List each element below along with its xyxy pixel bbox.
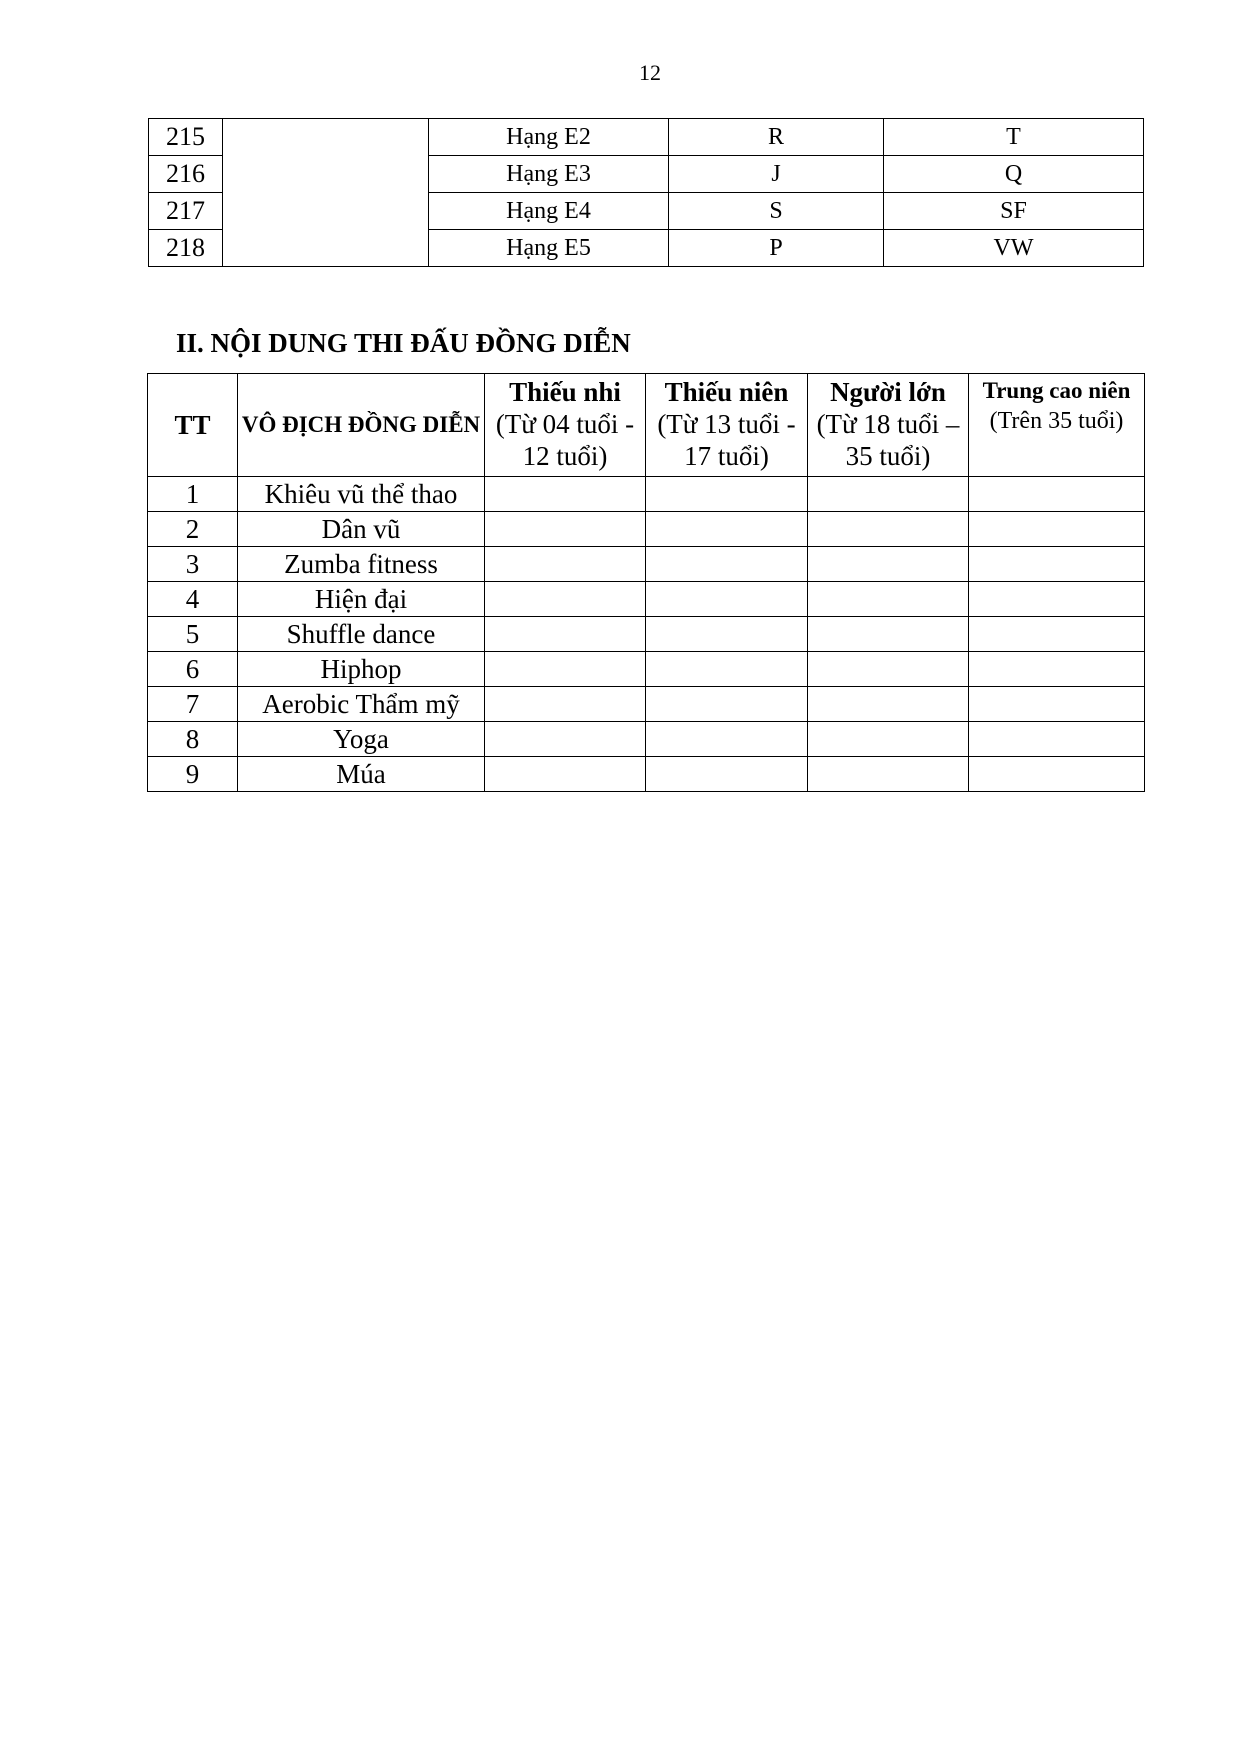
page-number: 12 — [639, 60, 661, 85]
cell-senior — [969, 582, 1145, 617]
cell-kids — [485, 652, 646, 687]
cell-senior — [969, 617, 1145, 652]
cell-adults — [808, 582, 969, 617]
cell-adults — [808, 757, 969, 792]
class-cell: Hạng E4 — [429, 193, 669, 230]
cell-senior — [969, 757, 1145, 792]
header-kids-title: Thiếu nhi — [509, 377, 621, 407]
cell-kids — [485, 722, 646, 757]
row-event: Khiêu vũ thể thao — [238, 477, 485, 512]
synchronized-performance-table-body — [148, 477, 1145, 792]
table-row — [148, 722, 1145, 757]
table-row — [148, 512, 1145, 547]
row-tt: 4 — [148, 582, 238, 617]
group-cell — [223, 119, 429, 267]
class-cell: Hạng E5 — [429, 230, 669, 267]
row-tt: 6 — [148, 652, 238, 687]
row-event: Yoga — [238, 722, 485, 757]
value-a-cell: R — [669, 119, 884, 156]
cell-teens — [646, 477, 808, 512]
cell-senior — [969, 687, 1145, 722]
header-adults-age: (Từ 18 tuổi – 35 tuổi) — [816, 409, 960, 471]
cell-kids — [485, 757, 646, 792]
row-tt: 7 — [148, 687, 238, 722]
cell-adults — [808, 722, 969, 757]
class-table — [148, 118, 1144, 267]
cell-senior — [969, 722, 1145, 757]
cell-kids — [485, 687, 646, 722]
row-number: 217 — [149, 193, 223, 230]
value-a-cell: P — [669, 230, 884, 267]
table-row — [148, 687, 1145, 722]
value-a-cell: S — [669, 193, 884, 230]
header-adults-title: Người lớn — [830, 377, 946, 407]
cell-kids — [485, 512, 646, 547]
class-cell: Hạng E2 — [429, 119, 669, 156]
cell-adults — [808, 617, 969, 652]
cell-teens — [646, 547, 808, 582]
cell-kids — [485, 582, 646, 617]
class-table-body — [149, 119, 1144, 267]
cell-adults — [808, 687, 969, 722]
cell-teens — [646, 757, 808, 792]
cell-kids — [485, 477, 646, 512]
row-event: Múa — [238, 757, 485, 792]
cell-adults — [808, 547, 969, 582]
row-event: Hiphop — [238, 652, 485, 687]
header-senior — [969, 374, 1145, 477]
cell-senior — [969, 547, 1145, 582]
cell-teens — [646, 687, 808, 722]
cell-adults — [808, 652, 969, 687]
cell-teens — [646, 582, 808, 617]
value-b-cell: VW — [884, 230, 1144, 267]
class-cell: Hạng E3 — [429, 156, 669, 193]
cell-teens — [646, 617, 808, 652]
header-kids-age: (Từ 04 tuổi - 12 tuổi) — [495, 409, 635, 471]
header-adults — [808, 374, 969, 477]
table-row — [148, 547, 1145, 582]
header-event: VÔ ĐỊCH ĐỒNG DIỄN — [238, 374, 485, 477]
table-row — [148, 757, 1145, 792]
table-row — [148, 582, 1145, 617]
cell-senior — [969, 477, 1145, 512]
row-event: Zumba fitness — [238, 547, 485, 582]
value-a-cell: J — [669, 156, 884, 193]
value-b-cell: Q — [884, 156, 1144, 193]
cell-kids — [485, 547, 646, 582]
table-row — [148, 652, 1145, 687]
cell-adults — [808, 512, 969, 547]
value-b-cell: T — [884, 119, 1144, 156]
header-teens-age: (Từ 13 tuổi - 17 tuổi) — [657, 409, 796, 471]
table-row — [149, 119, 1144, 156]
header-teens-title: Thiếu niên — [664, 377, 789, 407]
header-teens — [646, 374, 808, 477]
cell-kids — [485, 617, 646, 652]
header-kids — [485, 374, 646, 477]
row-event: Shuffle dance — [238, 617, 485, 652]
synchronized-performance-table — [147, 373, 1145, 792]
header-senior-title: Trung cao niên — [982, 378, 1131, 403]
cell-teens — [646, 512, 808, 547]
cell-senior — [969, 512, 1145, 547]
row-event: Hiện đại — [238, 582, 485, 617]
row-number: 215 — [149, 119, 223, 156]
row-number: 218 — [149, 230, 223, 267]
cell-adults — [808, 477, 969, 512]
row-tt: 5 — [148, 617, 238, 652]
row-tt: 8 — [148, 722, 238, 757]
row-tt: 3 — [148, 547, 238, 582]
cell-teens — [646, 652, 808, 687]
table-row — [148, 617, 1145, 652]
row-number: 216 — [149, 156, 223, 193]
value-b-cell: SF — [884, 193, 1144, 230]
section-heading: II. NỘI DUNG THI ĐẤU ĐỒNG DIỄN — [176, 328, 631, 358]
row-tt: 9 — [148, 757, 238, 792]
header-row — [148, 374, 1145, 477]
table-row — [148, 477, 1145, 512]
row-tt: 2 — [148, 512, 238, 547]
row-tt: 1 — [148, 477, 238, 512]
header-senior-age: (Trên 35 tuổi) — [989, 408, 1124, 434]
cell-senior — [969, 652, 1145, 687]
header-tt: TT — [148, 374, 238, 477]
row-event: Aerobic Thẩm mỹ — [238, 687, 485, 722]
row-event: Dân vũ — [238, 512, 485, 547]
cell-teens — [646, 722, 808, 757]
